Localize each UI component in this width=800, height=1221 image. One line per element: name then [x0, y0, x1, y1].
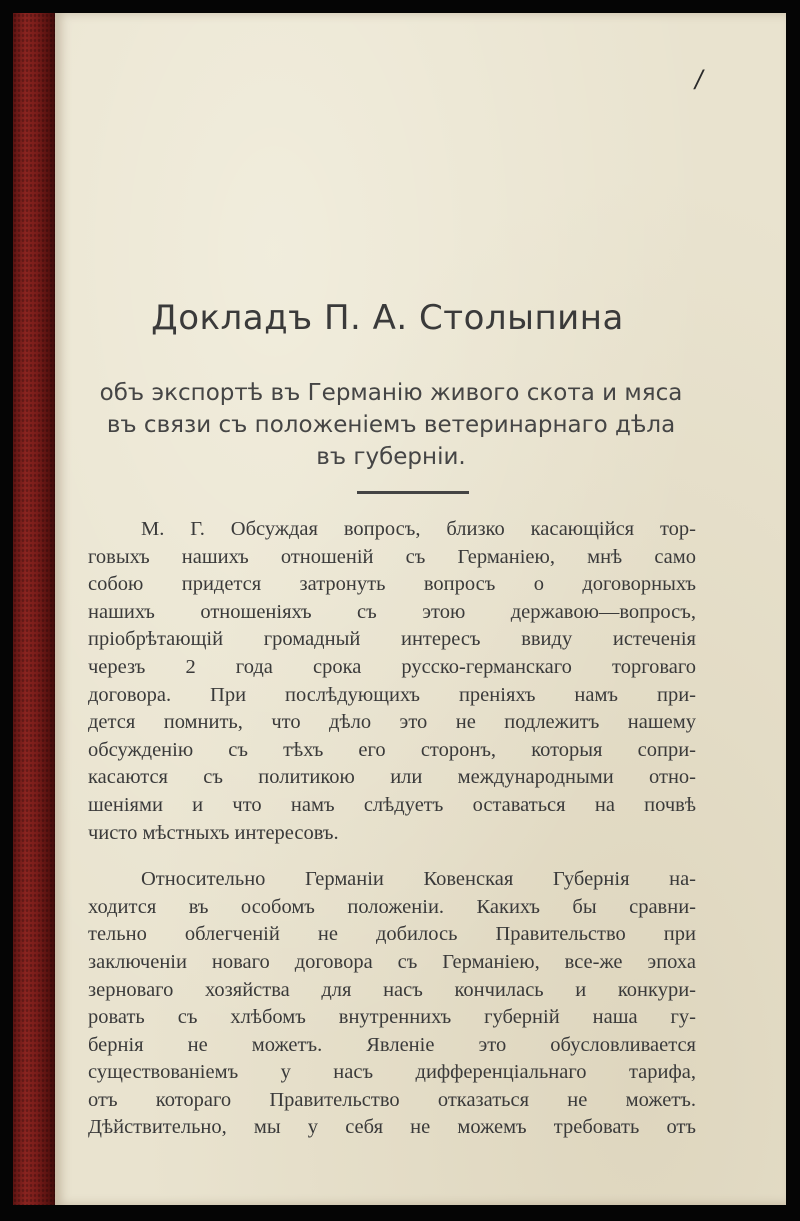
text-line: заключеніи новаго договора съ Германіею, все-же эпоха [88, 950, 696, 973]
book-spine [13, 13, 55, 1205]
text-line: пріобрѣтающій громадный интересъ ввиду истеченія [88, 628, 696, 651]
document-page [55, 13, 786, 1205]
text-line: бернія не можетъ. Явленіе это обусловливается [88, 1033, 696, 1056]
text-line: Относительно Германіи Ковенская Губернія на- [141, 868, 696, 891]
divider-rule [357, 491, 469, 494]
paragraph-2 [88, 866, 696, 1142]
text-line: собою придется затронуть вопросъ о договорныхъ [88, 573, 696, 596]
text-line: отъ котораго Правительство отказаться не можетъ. [88, 1088, 696, 1111]
text-line: зерноваго хозяйства для насъ кончилась и конкури- [88, 978, 696, 1001]
document-title: Докладъ П. А. Столыпина [151, 298, 624, 338]
text-line: ходится въ особомъ положеніи. Какихъ бы сравни- [88, 895, 696, 918]
subtitle-line: объ экспортѣ въ Германію живого скота и мяса [99, 380, 683, 406]
text-line: черезъ 2 года срока русско-германскаго торговаго [88, 655, 696, 678]
text-line: дется помнить, что дѣло это не подлежитъ нашему [88, 711, 696, 734]
text-line: Дѣйствительно, мы у себя не можемъ требовать отъ [88, 1116, 696, 1139]
text-line: шеніями и что намъ слѣдуетъ оставаться на почвѣ [88, 793, 696, 816]
document-subtitle [55, 377, 727, 473]
page-mark: / [692, 65, 706, 93]
text-line: нашихъ отношеніяхъ съ этою державою—вопросъ, [88, 600, 696, 623]
text-line: существованіемъ у насъ дифференціальнаго тарифа, [88, 1061, 696, 1084]
text-line: М. Г. Обсуждая вопросъ, близко касающійся тор- [141, 518, 696, 540]
paragraph-1 [88, 516, 696, 847]
text-line: ровать съ хлѣбомъ внутреннихъ губерній наша гу- [88, 1006, 696, 1029]
body-text [88, 516, 696, 1142]
text-line: обсужденію съ тѣхъ его сторонъ, которыя сопри- [88, 738, 696, 761]
text-line: говыхъ нашихъ отношеній съ Германіею, мнѣ само [88, 545, 696, 568]
text-line: тельно облегченій не добилось Правительство при [88, 923, 696, 946]
text-line: касаются съ политикою или международными отно- [88, 766, 696, 789]
subtitle-line: въ губерніи. [316, 444, 466, 470]
subtitle-line: въ связи съ положеніемъ ветеринарнаго дѣла [106, 412, 676, 438]
text-line: договора. При послѣдующихъ преніяхъ намъ при- [88, 683, 696, 706]
text-line: чисто мѣстныхъ интересовъ. [88, 821, 339, 844]
